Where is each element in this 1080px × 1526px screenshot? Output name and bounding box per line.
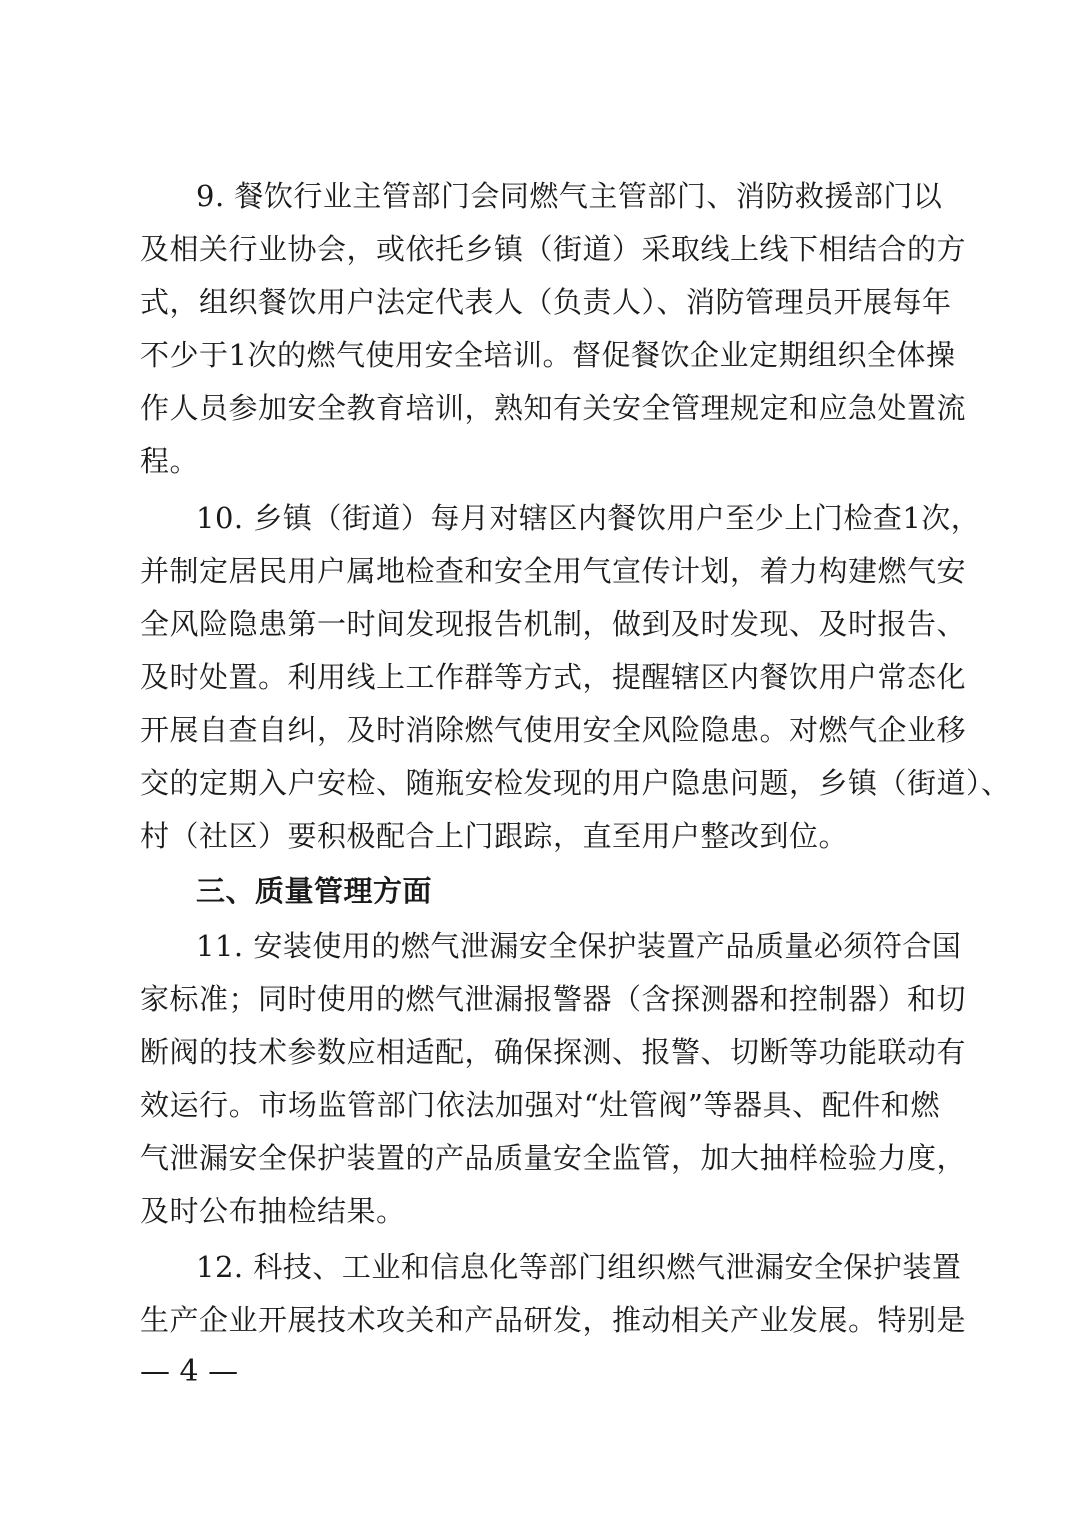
text-line: 全风险隐患第一时间发现报告机制，做到及时发现、及时报告、 [140, 607, 967, 641]
text-line: 断阀的技术参数应相适配，确保探测、报警、切断等功能联动有 [140, 1035, 967, 1069]
text-line: 效运行。市场监管部门依法加强对“灶管阀”等器具、配件和燃 [140, 1088, 940, 1122]
text-line: 11. 安装使用的燃气泄漏安全保护装置产品质量必须符合国 [196, 929, 962, 963]
text-line: 开展自查自纠，及时消除燃气使用安全风险隐患。对燃气企业移 [140, 713, 967, 747]
text-line: 及时处置。利用线上工作群等方式，提醒辖区内餐饮用户常态化 [140, 660, 967, 694]
text-line: 村（社区）要积极配合上门跟踪，直至用户整改到位。 [140, 819, 849, 853]
text-line: 气泄漏安全保护装置的产品质量安全监管，加大抽样检验力度， [140, 1141, 967, 1175]
text-line: 不少于1次的燃气使用安全培训。督促餐饮企业定期组织全体操 [140, 338, 956, 372]
text-line: 家标准；同时使用的燃气泄漏报警器（含探测器和控制器）和切 [140, 982, 967, 1016]
text-line: 交的定期入户安检、随瓶安检发现的用户隐患问题，乡镇（街道）、 [140, 766, 1011, 800]
text-line: 式，组织餐饮用户法定代表人（负责人）、消防管理员开展每年 [140, 285, 952, 319]
text-line: 生产企业开展技术攻关和产品研发，推动相关产业发展。特别是 [140, 1303, 967, 1337]
section-heading: 三、质量管理方面 [196, 874, 433, 908]
text-line: 9. 餐饮行业主管部门会同燃气主管部门、消防救援部门以 [196, 179, 943, 213]
text-line: 12. 科技、工业和信息化等部门组织燃气泄漏安全保护装置 [196, 1250, 962, 1284]
text-line: 并制定居民用户属地检查和安全用气宣传计划，着力构建燃气安 [140, 554, 967, 588]
text-line: 及相关行业协会，或依托乡镇（街道）采取线上线下相结合的方 [140, 232, 967, 266]
text-line: 及时公布抽检结果。 [140, 1194, 406, 1228]
text-line: 程。 [140, 444, 200, 478]
text-line: 10. 乡镇（街道）每月对辖区内餐饮用户至少上门检查1次， [196, 501, 981, 535]
page-number: — 4 — [140, 1354, 239, 1389]
text-line: 作人员参加安全教育培训，熟知有关安全管理规定和应急处置流 [140, 391, 967, 425]
